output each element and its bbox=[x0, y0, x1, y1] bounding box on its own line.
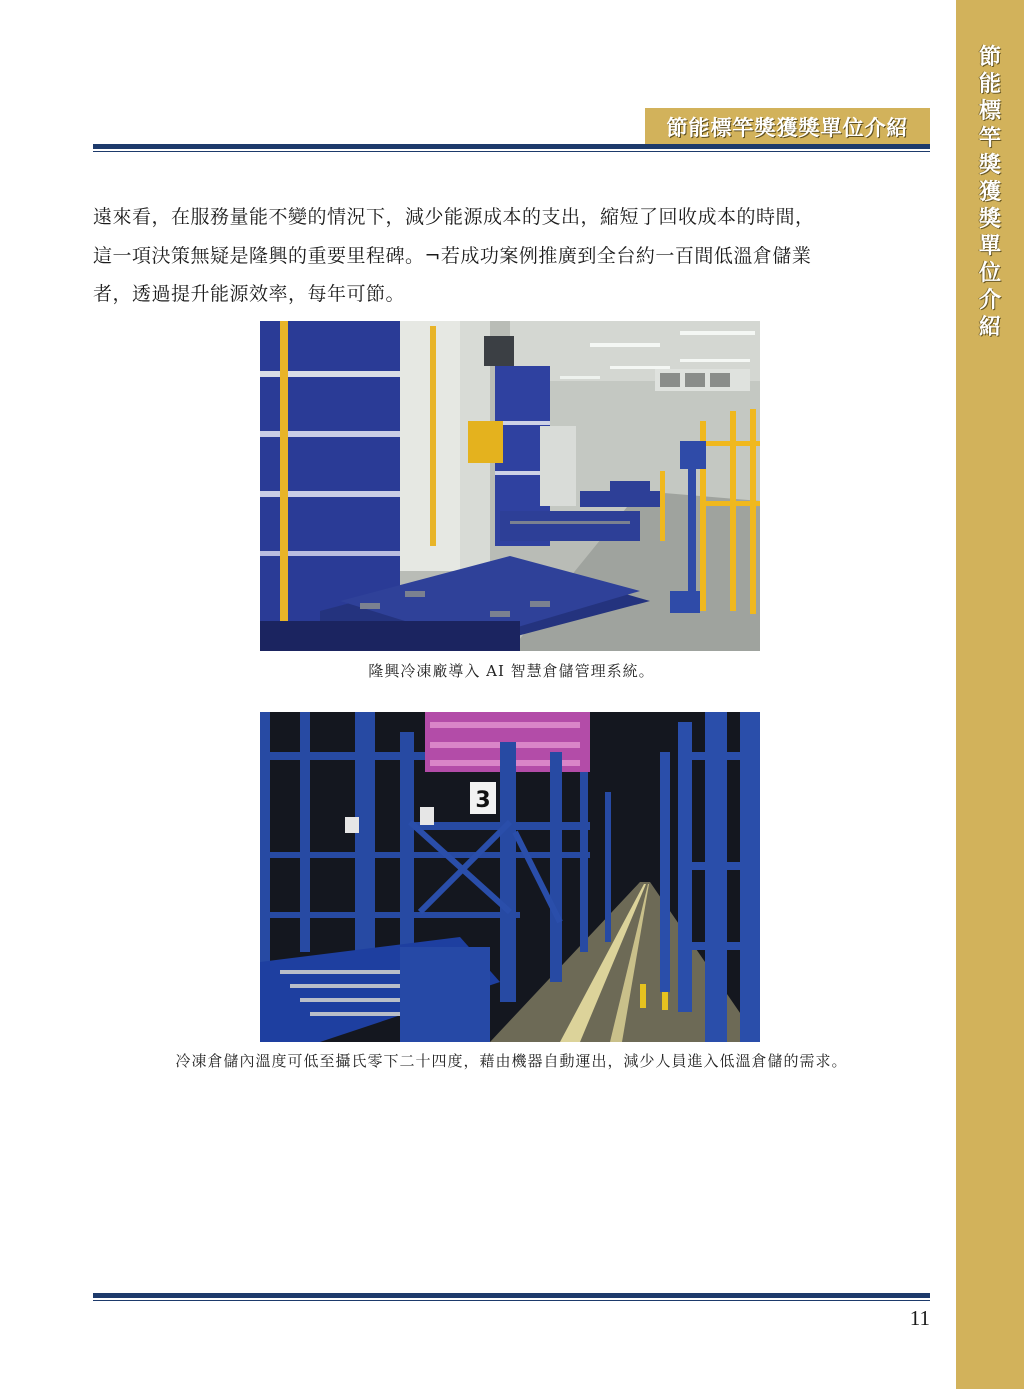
body-line: 這一項決策無疑是隆興的重要里程碑。¬若成功案例推廣到全台約一百間低溫倉儲業 bbox=[93, 244, 812, 267]
side-band-char: 獎 bbox=[978, 207, 1001, 232]
side-band-char: 竿 bbox=[978, 126, 1001, 151]
photo-cold-storage-racks bbox=[260, 712, 760, 1042]
rack-number-sign: 3 bbox=[475, 788, 491, 813]
body-line: 遠來看，在服務量能不變的情況下，減少能源成本的支出，縮短了回收成本的時間， bbox=[93, 206, 815, 228]
photo-ai-warehouse-system bbox=[260, 321, 760, 651]
page-number: 11 bbox=[909, 1306, 930, 1330]
side-band-char: 獲 bbox=[978, 180, 1001, 205]
figure-caption: 冷凍倉儲內溫度可低至攝氏零下二十四度，藉由機器自動運出，減少人員進入低溫倉儲的需求。 bbox=[175, 1052, 848, 1070]
header-rule bbox=[93, 144, 930, 152]
side-band-title bbox=[956, 44, 1024, 341]
section-title: 節能標竿獎獲獎單位介紹 bbox=[666, 115, 909, 140]
side-band-char: 紹 bbox=[978, 315, 1001, 340]
body-paragraph bbox=[93, 198, 933, 314]
body-line: 者，透過提升能源效率，每年可節。 bbox=[93, 283, 406, 305]
side-band-char: 單 bbox=[978, 234, 1001, 259]
side-band-char: 獎 bbox=[978, 153, 1001, 178]
footer-rule bbox=[93, 1293, 930, 1301]
side-band-char: 位 bbox=[978, 261, 1001, 286]
figure-caption: 隆興冷凍廠導入 AI 智慧倉儲管理系統。 bbox=[368, 662, 655, 680]
side-band bbox=[956, 0, 1024, 1389]
side-band-char: 能 bbox=[978, 72, 1001, 97]
side-band-char: 節 bbox=[978, 45, 1001, 70]
side-band-char: 標 bbox=[978, 99, 1001, 124]
side-band-char: 介 bbox=[978, 288, 1001, 313]
section-header-tab bbox=[645, 108, 930, 145]
